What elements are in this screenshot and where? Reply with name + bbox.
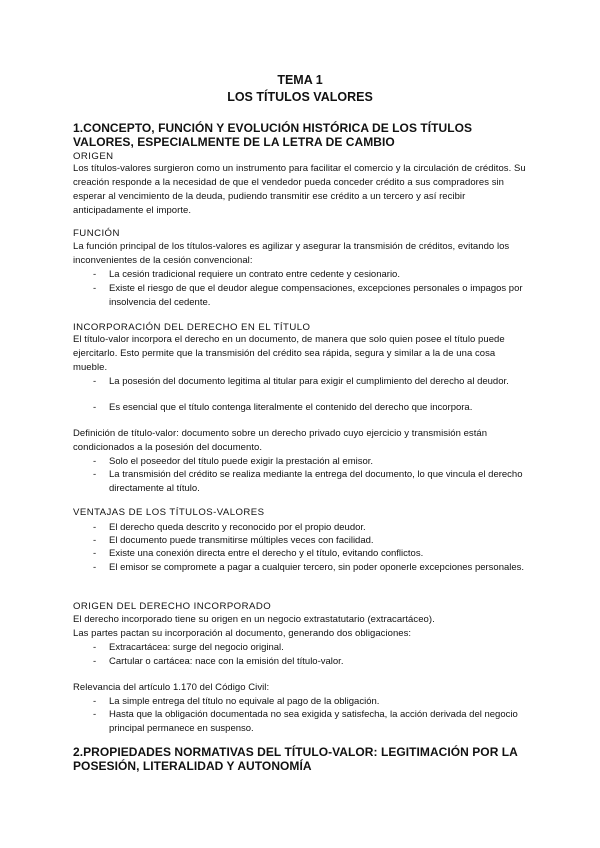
list-item-text: La posesión del documento legitima al titular para exigir el cumplimiento del derecho al deudor.: [109, 376, 509, 387]
list-item-text: El emisor se compromete a pagar a cualquier tercero, sin poder oponerle excepciones personales.: [109, 562, 525, 573]
list-item: [93, 695, 533, 709]
bullet-dash: -: [93, 456, 97, 467]
section-2-heading: 2.PROPIEDADES NORMATIVAS DEL TÍTULO-VALOR: LEGITIMACIÓN POR LA POSESIÓN, LITERALIDAD Y AUTONOMÍA: [73, 745, 518, 773]
origen-heading: ORIGEN: [73, 151, 114, 162]
list-item: [93, 708, 533, 736]
bullet-dash: -: [93, 562, 97, 573]
list-item-text: La transmisión del crédito se realiza mediante la entrega del documento, lo que vincula el derecho directamente al título.: [109, 469, 523, 494]
list-item-text: Cartular o cartácea: nace con la emisión del título-valor.: [109, 656, 344, 667]
list-item-text: El documento puede transmitirse múltiples veces con facilidad.: [109, 535, 374, 546]
list-item: [93, 655, 533, 669]
list-item: [93, 282, 533, 310]
list-item: [93, 561, 533, 575]
origen-derecho-line-1: El derecho incorporado tiene su origen en un negocio extrastatutario (extracartáceo).: [73, 614, 435, 625]
list-item: [93, 455, 533, 469]
bullet-dash: -: [93, 535, 97, 546]
definicion-paragraph: Definición de título-valor: documento sobre un derecho privado cuyo ejercicio y transmisión están condicionados a la posesión del documento.: [73, 428, 488, 453]
list-item-text: Hasta que la obligación documentada no sea exigida y satisfecha, la acción derivada del negocio principal permanece en suspenso.: [109, 709, 518, 734]
list-item: [93, 521, 533, 535]
bullet-dash: -: [93, 376, 97, 387]
origen-derecho-heading: ORIGEN DEL DERECHO INCORPORADO: [73, 601, 272, 612]
section-1-heading: 1.CONCEPTO, FUNCIÓN Y EVOLUCIÓN HISTÓRICA DE LOS TÍTULOS VALORES, ESPECIALMENTE DE LA LETRA DE CAMBIO: [73, 121, 473, 149]
list-item-text: Existe el riesgo de que el deudor alegue compensaciones, excepciones personales o impagos por insolvencia del cedente.: [109, 283, 523, 308]
list-item: [93, 375, 533, 389]
list-item-text: La cesión tradicional requiere un contrato entre cedente y cesionario.: [109, 269, 400, 280]
list-item-text: El derecho queda descrito y reconocido por el propio deudor.: [109, 522, 366, 533]
list-item-text: Es esencial que el título contenga literalmente el contenido del derecho que incorpora.: [109, 402, 473, 413]
document-subtitle: LOS TÍTULOS VALORES: [227, 90, 373, 104]
bullet-dash: -: [93, 402, 97, 413]
incorporacion-paragraph: El título-valor incorpora el derecho en un documento, de manera que solo quien posee el título puede ejercitarlo. Esto permite que la transmisión del crédito sea rápida, segura y similar a la de una cosa mueble.: [73, 334, 505, 373]
bullet-dash: -: [93, 642, 97, 653]
relevancia-paragraph: Relevancia del artículo 1.170 del Código Civil:: [73, 682, 270, 693]
bullet-dash: -: [93, 696, 97, 707]
list-item-text: Extracartácea: surge del negocio original.: [109, 642, 284, 653]
incorporacion-heading: INCORPORACIÓN DEL DERECHO EN EL TÍTULO: [73, 322, 311, 333]
origen-paragraph: Los títulos-valores surgieron como un instrumento para facilitar el comercio y la circulación de créditos. Su creación responde a la necesidad de que el vendedor pueda conceder crédito a sus compradores sin esperar al vencimiento de la deuda, pudiendo transmitir ese crédito a un tercero y así recibir anticipadamente el importe.: [73, 163, 526, 216]
list-item: [93, 547, 533, 561]
funcion-heading: FUNCIÓN: [73, 228, 120, 239]
bullet-dash: -: [93, 548, 97, 559]
list-item: [93, 268, 533, 282]
origen-derecho-line-2: Las partes pactan su incorporación al documento, generando dos obligaciones:: [73, 628, 412, 639]
list-item: [93, 468, 533, 496]
list-item: [93, 534, 533, 548]
list-item-text: Existe una conexión directa entre el derecho y el título, evitando conflictos.: [109, 548, 424, 559]
bullet-dash: -: [93, 709, 97, 720]
list-item: [93, 401, 533, 415]
bullet-dash: -: [93, 469, 97, 480]
bullet-dash: -: [93, 283, 97, 294]
ventajas-heading: VENTAJAS DE LOS TÍTULOS-VALORES: [73, 507, 265, 518]
list-item-text: La simple entrega del título no equivale al pago de la obligación.: [109, 696, 380, 707]
list-item-text: Solo el poseedor del título puede exigir la prestación al emisor.: [109, 456, 374, 467]
list-item: [93, 641, 533, 655]
document-title: TEMA 1: [277, 73, 323, 87]
funcion-paragraph: La función principal de los títulos-valores es agilizar y asegurar la transmisión de créditos, evitando los inconvenientes de la cesión convencional:: [73, 241, 510, 266]
bullet-dash: -: [93, 269, 97, 280]
bullet-dash: -: [93, 656, 97, 667]
bullet-dash: -: [93, 522, 97, 533]
